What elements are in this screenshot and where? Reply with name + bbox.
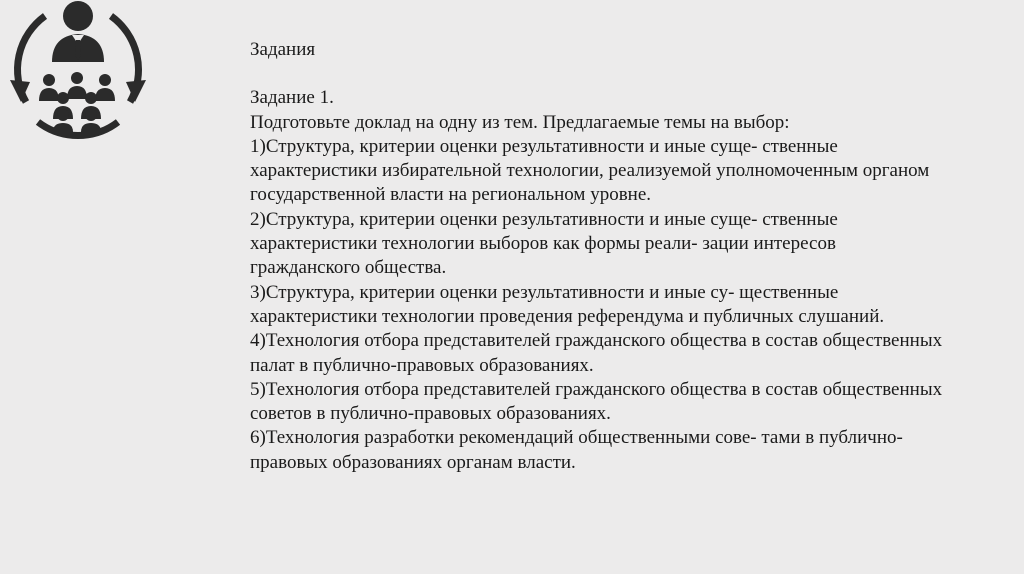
task-intro: Подготовьте доклад на одну из тем. Предлагаемые темы на выбор:: [250, 111, 790, 133]
topic-item-1: 1)Структура, критерии оценки результативности и иные суще- ственные характеристики избирательной технологии, реализуемой уполномоченным органом государственной власти на региональном уровне.: [250, 135, 930, 206]
topic-item-4: 4)Технология отбора представителей гражданского общества в состав общественных палат в публично-правовых образованиях.: [250, 330, 943, 376]
assignment-text: [250, 38, 950, 475]
topic-item-3: 3)Структура, критерии оценки результативности и иные су- щественные характеристики технологии проведения референдума и публичных слушаний.: [250, 281, 885, 327]
topic-item-5: 5)Технология отбора представителей гражданского общества в состав общественных советов в публично-правовых образованиях.: [250, 378, 943, 425]
page-heading: Задания: [250, 39, 316, 60]
task-title: Задание 1.: [250, 87, 334, 109]
topic-item-2: 2)Структура, критерии оценки результативности и иные суще- ственные характеристики технологии выборов как формы реали- зации интересов гражданского общества.: [250, 208, 838, 279]
manager-with-team-cycle-icon: [0, 0, 160, 150]
topic-item-6: 6)Технология разработки рекомендаций общественными сове- тами в публично-правовых образованиях органам власти.: [250, 427, 903, 473]
topic-list: [250, 135, 950, 475]
